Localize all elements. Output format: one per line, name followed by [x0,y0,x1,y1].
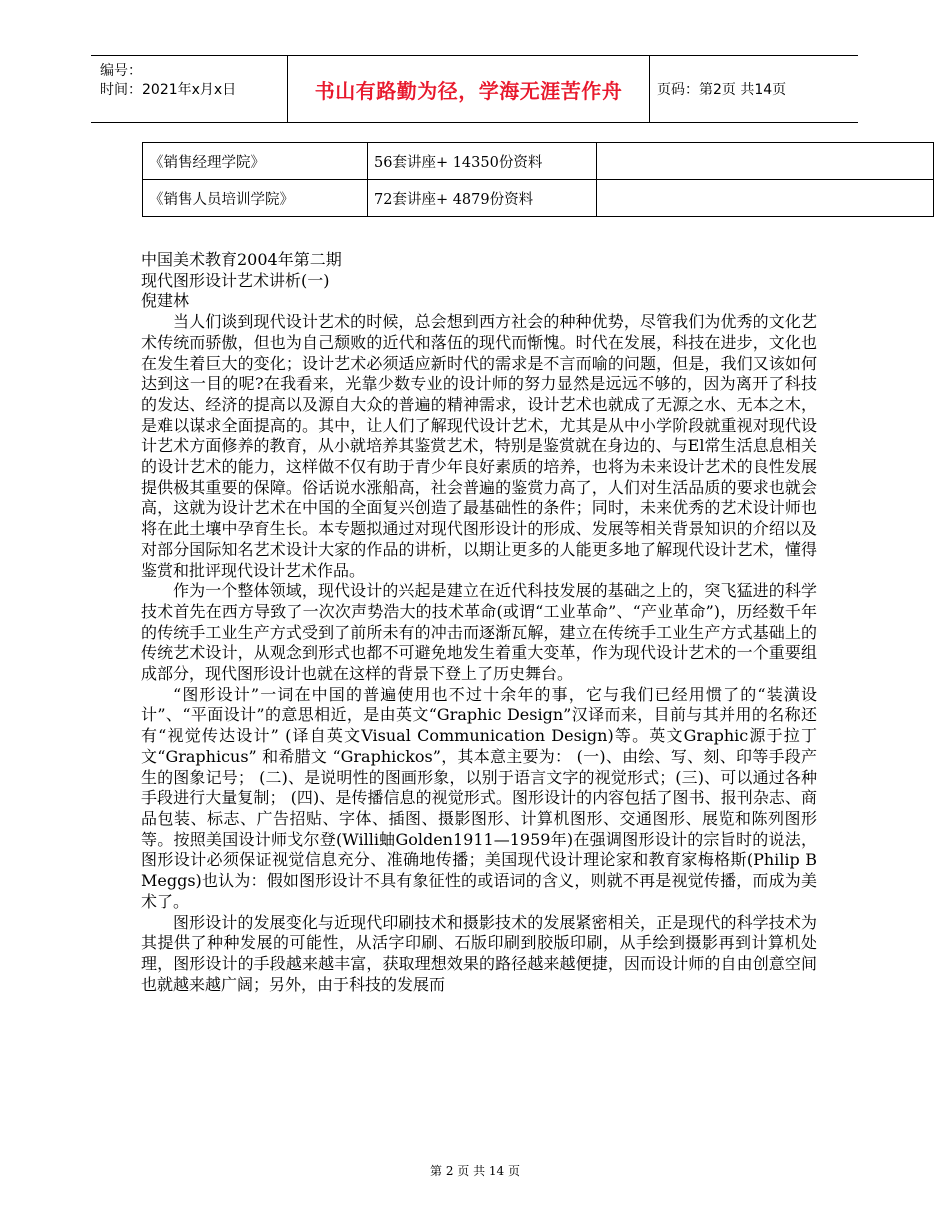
article-source: 中国美术教育2004年第二期 [141,250,342,269]
table-row [143,143,934,180]
article-paragraph: 当人们谈到现代设计艺术的时候，总会想到西方社会的种种优势，尽管我们为优秀的文化艺术传统而骄傲，但也为自己颓败的近代和落伍的现代而惭愧。时代在发展，科技在进步，文化也在发生着巨大的变化；设计艺术必须适应新时代的需求是不言而喻的问题，但是，我们又该如何达到这一目的呢?在我看来，光靠少数专业的设计师的努力显然是远远不够的，因为离开了科技的发达、经济的提高以及源自大众的普遍的精神需求，设计艺术也就成了无源之水、无本之木，是难以谋求全面提高的。其中，让人们了解现代设计艺术，尤其是从中小学阶段就重视对现代设计艺术方面修养的教育，从小就培养其鉴赏艺术，特别是鉴赏就在身边的、与El常生活息息相关的设计艺术的能力，这样做不仅有助于青少年良好素质的培养，也将为未来设计艺术的良性发展提供极其重要的保障。俗话说水涨船高，社会普遍的鉴赏力高了，人们对生活品质的要求也就会高，这就为设计艺术在中国的全面复兴创造了最基础性的条件；同时，未来优秀的艺术设计师也将在此土壤中孕育生长。本专题拟通过对现代图形设计的形成、发展等相关背景知识的介绍以及对部分国际知名艺术设计大家的作品的讲析，以期让更多的人能更多地了解现代设计艺术，懂得鉴赏和批评现代设计艺术作品。 [141,312,817,580]
header-left-cell [91,56,287,122]
course-table [142,142,934,217]
article-title: 现代图形设计艺术讲析(一) [141,270,330,290]
table-cell-content: 72套讲座+ 4879份资料 [368,180,597,217]
page-footer: 第 2 页 共 14 页 [430,1164,520,1178]
header-right-cell [649,56,858,122]
header-page-info: 页码：第2页 共14页 [657,82,787,98]
page-header [91,55,858,123]
header-motto-cell [287,56,650,122]
header-motto: 书山有路勤为径，学海无涯苦作舟 [314,78,623,103]
article-body [141,250,817,995]
table-row [143,180,934,217]
article-paragraph: “图形设计”一词在中国的普遍使用也不过十余年的事，它与我们已经用惯了的“装潢设计”、“平面设计”的意思相近，是由英文“Graphic Design”汉译而来，目前与其并用的名称还有“视觉传达设计” (译自英文Visual Communication Design)等。英文Graphic源于拉丁文“Graphicus” 和希腊文 “Graphickos”，其本意主要为： (一)、由绘、写、刻、印等手段产生的图象记号； (二)、是说明性的图画形象，以别于语言文字的视觉形式；(三)、可以通过各种手段进行大量复制； (四)、是传播信息的视觉形式。图形设计的内容包括了图书、报刊杂志、商品包装、标志、广告招贴、字体、插图、摄影图形、计算机图形、交通图形、展览和陈列图形等。按照美国设计师戈尔登(Willi蚰Golden1911—1959年)在强调图形设计的宗旨时的说法，图形设计必须保证视觉信息充分、准确地传播；美国现代设计理论家和教育家梅格斯(Philip B Meggs)也认为：假如图形设计不具有象征性的或语词的含义，则就不再是视觉传播，而成为美术了。 [141,684,817,911]
table-cell-content: 56套讲座+ 14350份资料 [368,143,597,180]
article-paragraph: 图形设计的发展变化与近现代印刷技术和摄影技术的发展紧密相关，正是现代的科学技术为其提供了种种发展的可能性，从活字印刷、石版印刷到胶版印刷，从手绘到摄影再到计算机处理，图形设计的手段越来越丰富，获取理想效果的路径越来越便捷，因而设计师的自由创意空间也就越来越广阔；另外，由于科技的发展而 [141,912,817,994]
table-cell-empty [597,180,934,217]
article-paragraph: 作为一个整体领域，现代设计的兴起是建立在近代科技发展的基础之上的，突飞猛进的科学技术首先在西方导致了一次次声势浩大的技术革命(或谓“工业革命”、“产业革命”)，历经数千年的传统手工业生产方式受到了前所未有的冲击而逐渐瓦解，建立在传统手工业生产方式基础上的传统艺术设计，从观念到形式也都不可避免地发生着重大变革，作为现代设计艺术的一个重要组成部分，现代图形设计也就在这样的背景下登上了历史舞台。 [141,581,817,684]
table-cell-title: 《销售人员培训学院》 [143,180,368,217]
article-author: 倪建林 [141,291,190,311]
document-time-label: 时间：2021年x月x日 [100,82,237,98]
table-cell-title: 《销售经理学院》 [143,143,368,180]
table-cell-empty [597,143,934,180]
document-number-label: 编号： [100,63,142,79]
